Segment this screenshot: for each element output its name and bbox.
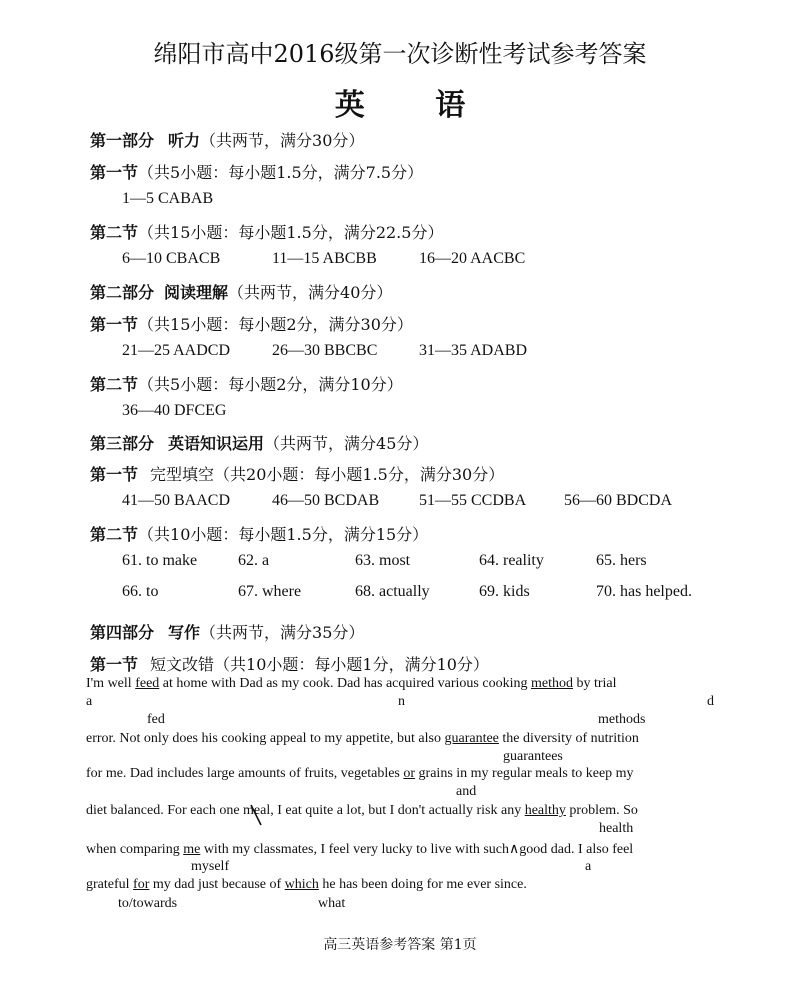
essay-line: when comparing me with my classmates, I feel very lucky to live with such∧good dad. I also feel	[86, 842, 634, 857]
part1-heading: 第一部分 听力（共两节，满分30分）	[90, 131, 365, 150]
deletion-stroke	[249, 803, 263, 827]
correction-text: methods	[598, 712, 646, 727]
answer-group: 46—50 BCDAB	[272, 492, 380, 509]
correction-text: what	[318, 896, 346, 911]
essay-line: error. Not only does his cooking appeal to my appetite, but also guarantee the diversity of nutrition	[86, 731, 639, 746]
answer-group: 31—35 ADABD	[419, 342, 528, 359]
part1-sec1-heading: 第一节（共5小题：每小题1.5分，满分7.5分）	[90, 163, 424, 182]
answer-group: 1—5 CABAB	[122, 190, 214, 207]
answer-item: 62. a	[238, 552, 270, 569]
correction-mark: d	[707, 694, 714, 709]
essay-line: grateful for my dad just because of which he has been doing for me ever since.	[86, 877, 527, 892]
answer-item: 65. hers	[596, 552, 647, 569]
part3-sec2-heading: 第二节（共10小题：每小题1.5分，满分15分）	[90, 525, 429, 544]
correction-text: health	[599, 821, 634, 836]
part4-heading: 第四部分 写作（共两节，满分35分）	[90, 623, 365, 642]
essay-line: diet balanced. For each one meal, I eat quite a lot, but I don't actually risk any healthy problem. So	[86, 803, 638, 818]
part1-sec2-heading: 第二节（共15小题：每小题1.5分，满分22.5分）	[90, 223, 444, 242]
answer-group: 56—60 BDCDA	[564, 492, 673, 509]
answer-group: 51—55 CCDBA	[419, 492, 527, 509]
answer-group: 26—30 BBCBC	[272, 342, 378, 359]
correction-mark: n	[398, 694, 405, 709]
document-title: 绵阳市高中2016级第一次诊断性考试参考答案	[153, 40, 647, 68]
correction-text: fed	[147, 712, 165, 727]
answer-item: 68. actually	[355, 583, 430, 600]
answer-item: 63. most	[355, 552, 411, 569]
correction-text: and	[456, 784, 477, 799]
answer-item: 67. where	[238, 583, 302, 600]
answer-item: 61. to make	[122, 552, 198, 569]
answer-group: 41—50 BAACD	[122, 492, 231, 509]
answer-item: 66. to	[122, 583, 159, 600]
subject-title: 英 语	[334, 88, 496, 123]
answer-group: 6—10 CBACB	[122, 250, 221, 267]
part4-sec1-heading: 第一节 短文改错（共10小题：每小题1分，满分10分）	[90, 655, 489, 674]
part3-heading: 第三部分 英语知识运用（共两节，满分45分）	[90, 434, 429, 453]
essay-line: for me. Dad includes large amounts of fruits, vegetables or grains in my regular meals to keep my	[86, 766, 634, 781]
part2-heading: 第二部分 阅读理解（共两节，满分40分）	[90, 283, 393, 302]
correction-text: myself	[191, 859, 230, 874]
answer-group: 16—20 AACBC	[419, 250, 526, 267]
correction-text: to/towards	[118, 896, 178, 911]
answer-group: 11—15 ABCBB	[272, 250, 377, 267]
page-footer: 高三英语参考答案 第1页	[323, 937, 477, 953]
answer-item: 64. reality	[479, 552, 544, 569]
answer-item: 69. kids	[479, 583, 530, 600]
part3-sec1-heading: 第一节 完型填空（共20小题：每小题1.5分，满分30分）	[90, 465, 505, 484]
part2-sec2-heading: 第二节（共5小题：每小题2分，满分10分）	[90, 375, 403, 394]
answer-group: 21—25 AADCD	[122, 342, 231, 359]
answer-group: 36—40 DFCEG	[122, 402, 227, 419]
part2-sec1-heading: 第一节（共15小题：每小题2分，满分30分）	[90, 315, 413, 334]
answer-item: 70. has helped.	[596, 583, 692, 600]
essay-line: I'm well feed at home with Dad as my cook. Dad has acquired various cooking method by trial	[86, 676, 617, 691]
correction-text: guarantees	[503, 749, 563, 764]
correction-text: a	[585, 859, 592, 874]
correction-mark: a	[86, 694, 93, 709]
